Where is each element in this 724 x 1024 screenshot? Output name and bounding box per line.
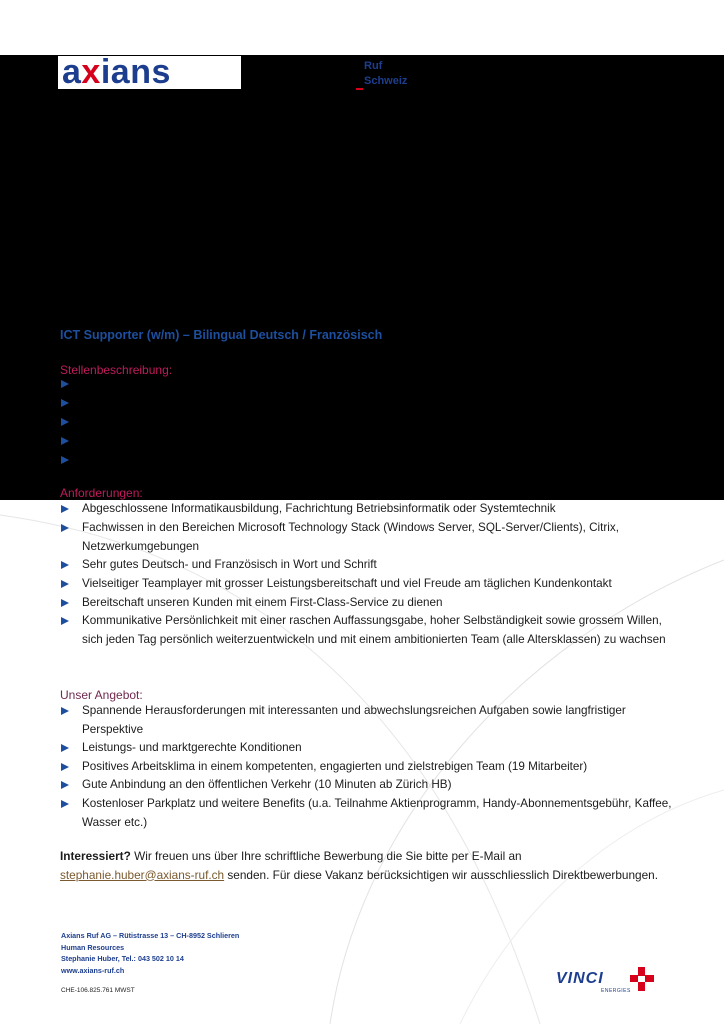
closing-bold: Interessiert? bbox=[60, 849, 131, 863]
list-item: Abgeschlossene Informatikausbildung, Fachrichtung Betriebsinformatik oder Systemtechnik bbox=[82, 502, 556, 515]
bullet-icon bbox=[61, 380, 69, 388]
axians-logo: axians bbox=[58, 56, 241, 89]
list-item: Leistungs- und marktgerechte Konditionen bbox=[82, 741, 302, 754]
bullet-icon bbox=[61, 437, 69, 445]
list-item: Kommunikative Persönlichkeit mit einer raschen Auffassungsgabe, hoher Selbständigkeit sowie grossem Willen, sich jeden Tag persönlich weiterzuentwickeln und mit einem ambitionierten Team (alle Altersklassen) zu wachsen bbox=[82, 614, 666, 646]
heading-anforderungen: Anforderungen: bbox=[60, 486, 143, 500]
email-link[interactable]: stephanie.huber@axians-ruf.ch bbox=[60, 867, 225, 882]
bullet-icon bbox=[61, 781, 69, 789]
bullet-icon bbox=[61, 599, 69, 607]
bullet-icon bbox=[61, 561, 69, 569]
list-item: Gute Anbindung an den öffentlichen Verkehr (10 Minuten ab Zürich HB) bbox=[82, 778, 452, 791]
vinci-cross-icon bbox=[630, 967, 660, 993]
footer-website[interactable]: www.axians-ruf.ch bbox=[61, 966, 125, 975]
vinci-energies: ENERGIES bbox=[601, 988, 631, 994]
brand-ruf: Ruf bbox=[364, 60, 383, 72]
closing-paragraph bbox=[60, 847, 700, 884]
footer-department: Human Resources bbox=[61, 943, 125, 952]
closing-text-2: senden. Für diese Vakanz berücksichtigen wir ausschliesslich Direktbewerbungen. bbox=[224, 867, 658, 882]
list-item: Vielseitiger Teamplayer mit grosser Leistungsbereitschaft und viel Freude am täglichen Kundenkontakt bbox=[82, 577, 612, 590]
bullet-icon bbox=[61, 456, 69, 464]
list-item: Fachwissen in den Bereichen Microsoft Technology Stack (Windows Server, SQL-Server/Clients), Citrix, Netzwerkumgebungen bbox=[82, 521, 619, 553]
brand-dash bbox=[356, 88, 363, 90]
bullet-icon bbox=[61, 524, 69, 532]
list-item: Spannende Herausforderungen mit interessanten und abwechslungsreichen Aufgaben sowie langfristiger Perspektive bbox=[82, 704, 626, 736]
bullet-icon bbox=[61, 763, 69, 771]
heading-stellenbeschreibung: Stellenbeschreibung: bbox=[60, 363, 173, 377]
bullet-icon bbox=[61, 580, 69, 588]
list-item: Bereitschaft unseren Kunden mit einem First-Class-Service zu dienen bbox=[82, 596, 443, 609]
heading-angebot: Unser Angebot: bbox=[60, 688, 143, 702]
bullet-icon bbox=[61, 505, 69, 513]
bullet-icon bbox=[61, 418, 69, 426]
bullet-icon bbox=[61, 617, 69, 625]
bullet-icon bbox=[61, 707, 69, 715]
list-item: Sehr gutes Deutsch- und Französisch in Wort und Schrift bbox=[82, 558, 377, 571]
job-title: ICT Supporter (w/m) – Bilingual Deutsch / Französisch bbox=[60, 328, 383, 342]
bullet-icon bbox=[61, 800, 69, 808]
footer-mwst: CHE-106.825.761 MWST bbox=[61, 987, 135, 994]
list-item: Positives Arbeitsklima in einem kompetenten, engagierten und zielstrebigen Team (19 Mitarbeiter) bbox=[82, 760, 588, 773]
footer-address: Axians Ruf AG – Rütistrasse 13 – CH-8952 Schlieren bbox=[61, 931, 240, 940]
footer-contact: Stephanie Huber, Tel.: 043 502 10 14 bbox=[61, 954, 184, 963]
list-item: Kostenloser Parkplatz und weitere Benefits (u.a. Teilnahme Aktienprogramm, Handy-Abonnementsgebühr, Kaffee, Wasser etc.) bbox=[82, 797, 672, 829]
bullet-icon bbox=[61, 744, 69, 752]
redacted-header-block bbox=[0, 55, 724, 500]
vinci-name: VINCI bbox=[556, 970, 604, 987]
closing-text-1: Wir freuen uns über Ihre schriftliche Bewerbung die Sie bitte per E-Mail an bbox=[130, 849, 522, 863]
brand-schweiz: Schweiz bbox=[364, 75, 408, 87]
bullet-icon bbox=[61, 399, 69, 407]
